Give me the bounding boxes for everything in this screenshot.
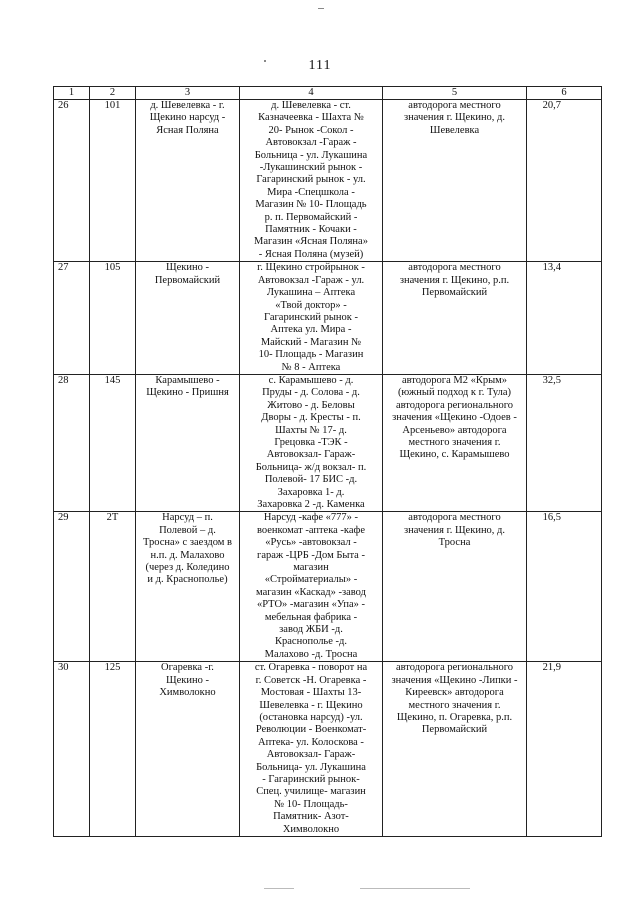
cell-route-name (136, 262, 240, 375)
cell-route-stops-line: Памятник- Азот- (273, 811, 349, 823)
cell-route-name-line: Карамышево - (155, 374, 220, 386)
cell-route-stops-line: Шевелевка - г. Щекино (259, 699, 363, 711)
cell-route-stops (240, 374, 383, 511)
cell-route-stops-line: 20- Рынок -Сокол - (268, 124, 354, 136)
cell-route-stops-line: Аптека- ул. Колоскова - (258, 736, 364, 748)
cell-route-stops-line: с. Карамышево - д. (268, 374, 354, 386)
cell-route-stops-line: Захаровка 2 -д. Каменка (257, 499, 365, 510)
scan-mark (360, 888, 470, 889)
header-col-3: 3 (136, 87, 240, 100)
cell-road (383, 262, 527, 375)
cell-road-line: местного значения г. (408, 436, 501, 448)
cell-route-stops-line: военкомат -аптека -кафе (256, 524, 365, 536)
cell-road-line: Первомайский (421, 287, 488, 299)
cell-route-stops-line: Революции - Военкомат- (255, 724, 367, 736)
cell-road-line: Киреевск» автодорога (405, 687, 504, 699)
cell-route-stops-line: Житово - д. Беловы (267, 399, 355, 411)
cell-route-stops (240, 100, 383, 262)
cell-route-stops-line: Спец. училище- магазин (256, 786, 366, 798)
cell-route-stops-line: - Ясная Поляна (музей) (258, 248, 364, 260)
header-col-2: 2 (90, 87, 136, 100)
cell-route-stops-line: 10- Площадь - Магазин (258, 349, 364, 361)
cell-route-stops-line: «Стройматериалы» - (264, 574, 358, 586)
cell-route-stops (240, 262, 383, 375)
cell-road-line: Арсеньево» автодорога (402, 424, 507, 436)
cell-route-stops-line: № 10- Площадь- (274, 798, 348, 810)
cell-road-line: автодорога местного (408, 512, 501, 524)
cell-length: 13,4 (527, 262, 602, 375)
cell-road-line: автодорога местного (408, 262, 501, 274)
cell-road-line: значения г. Щекино, д. (403, 524, 506, 536)
cell-route-stops (240, 512, 383, 662)
cell-road-line: Щекино, с. Карамышево (399, 449, 510, 461)
cell-route-stops-line: ст. Огаревка - поворот на (254, 662, 368, 674)
cell-number: 28 (54, 374, 90, 511)
cell-route-name-line: н.п. д. Малахово (150, 549, 225, 561)
cell-route-stops-line: «Русь» -автовокзал - (265, 537, 357, 549)
cell-road-line: автодорога регионального (395, 399, 514, 411)
cell-road-line: Шевелевка (429, 124, 480, 136)
cell-route-name-line: Химволокно (159, 687, 216, 699)
cell-road (383, 512, 527, 662)
page-number: 111 (308, 58, 332, 73)
cell-road-line: значения «Щекино -Одоев - (392, 412, 517, 424)
cell-route-stops-line: Больница- ж/д вокзал- п. (255, 461, 367, 473)
cell-route-stops-line: мебельная фабрика - (264, 611, 358, 623)
cell-route-stops-line: магазин «Каскад» -завод (256, 586, 366, 598)
header-row (54, 87, 602, 100)
cell-route-name-line: Щекино - (166, 262, 209, 274)
cell-route-name-line: Первомайский (154, 274, 221, 286)
table-row (54, 512, 602, 662)
cell-route-name (136, 374, 240, 511)
cell-route-stops-line: Автовокзал -Гараж - ул. (257, 274, 365, 286)
cell-route-stops-line: Автовокзал -Гараж - (265, 137, 357, 149)
cell-route-name-line: Полевой – д. (159, 524, 216, 536)
cell-road-line: значения г. Щекино, р.п. (399, 274, 510, 286)
cell-route-stops-line: г. Советск -Н. Огаревка - (255, 674, 367, 686)
cell-route-stops-line: завод ЖБИ -д. (279, 624, 343, 636)
header-col-1: 1 (54, 87, 90, 100)
cell-route-stops-line: Казначеевка - Шахта № (258, 112, 364, 124)
cell-road-line: автодорога М2 «Крым» (401, 374, 508, 386)
table-row (54, 662, 602, 837)
cell-route-number: 2Т (90, 512, 136, 662)
cell-road-line: автодорога местного (408, 100, 501, 111)
cell-route-stops-line: р. п. Первомайский - (264, 211, 358, 223)
cell-route-stops-line: Гагаринский рынок - ул. (256, 174, 366, 186)
table-body (54, 100, 602, 837)
cell-route-name-line: и д. Краснополье) (147, 574, 228, 586)
header-col-6: 6 (527, 87, 602, 100)
cell-number: 27 (54, 262, 90, 375)
cell-route-stops-line: Мостовая - Шахты 13- (260, 687, 362, 699)
cell-road-line: значения «Щекино -Липки - (391, 674, 518, 686)
cell-number: 29 (54, 512, 90, 662)
cell-route-name (136, 512, 240, 662)
cell-road (383, 662, 527, 837)
cell-route-stops-line: № 8 - Аптека (281, 361, 341, 373)
cell-road-line: местного значения г. (408, 699, 501, 711)
scan-mark (264, 888, 294, 889)
table-row (54, 374, 602, 511)
cell-route-stops-line: Аптека ул. Мира - (270, 324, 352, 336)
cell-route-name-line: Нарсуд – п. (162, 512, 213, 524)
cell-route-number: 125 (90, 662, 136, 837)
cell-route-stops-line: Грецовка -ТЭК - (274, 436, 348, 448)
cell-number: 26 (54, 100, 90, 262)
cell-route-stops-line: Майский - Магазин № (260, 336, 362, 348)
cell-route-stops-line: Малахово -д. Тросна (264, 648, 358, 660)
cell-route-number: 101 (90, 100, 136, 262)
cell-road-line: Первомайский (421, 724, 488, 736)
cell-route-stops-line: магазин (293, 562, 329, 574)
cell-road (383, 100, 527, 262)
cell-route-name (136, 100, 240, 262)
cell-number: 30 (54, 662, 90, 837)
cell-route-stops-line: -Лукашинский рынок - (259, 162, 363, 174)
cell-route-stops-line: гараж -ЦРБ -Дом Быта - (257, 549, 365, 561)
header-col-4: 4 (240, 87, 383, 100)
cell-route-name-line: Щекино нарсуд - (149, 112, 226, 124)
cell-route-stops-line: - Гагаринский рынок- (262, 773, 360, 785)
table-row (54, 100, 602, 262)
cell-route-stops-line: Больница - ул. Лукашина (254, 149, 368, 161)
cell-route-stops-line: Шахты № 17- д. (275, 424, 347, 436)
cell-route-stops-line: «Твой доктор» - (275, 299, 347, 311)
cell-route-name-line: Ясная Поляна (156, 124, 219, 136)
cell-route-name-line: (через д. Коледино (145, 562, 230, 574)
cell-route-stops-line: Дворы - д. Кресты - п. (261, 412, 361, 424)
scan-mark (264, 60, 266, 62)
cell-route-stops-line: г. Щекино стройрынок - (257, 262, 365, 274)
cell-route-number: 145 (90, 374, 136, 511)
cell-road-line: Тросна (438, 537, 471, 549)
cell-route-stops-line: Автовокзал- Гараж- (266, 749, 356, 761)
cell-route-name-line: Тросна» с заездом в (142, 537, 233, 549)
cell-route-name-line: д. Шевелевка - г. (150, 100, 225, 111)
table-row (54, 262, 602, 375)
cell-length: 32,5 (527, 374, 602, 511)
cell-route-stops-line: Автовокзал- Гараж- (266, 449, 356, 461)
header-col-5: 5 (383, 87, 527, 100)
cell-length: 21,9 (527, 662, 602, 837)
cell-route-stops-line: Гагаринский рынок - (264, 311, 358, 323)
cell-route-stops-line: Памятник - Кочаки - (265, 224, 357, 236)
cell-route-number: 105 (90, 262, 136, 375)
cell-route-name-line: Щекино - (166, 674, 209, 686)
cell-route-stops-line: Магазин «Ясная Поляна» (254, 236, 368, 248)
cell-route-stops-line: Захаровка 1- д. (277, 486, 345, 498)
cell-route-stops-line: «РТО» -магазин «Упа» - (256, 599, 366, 611)
cell-road-line: значения г. Щекино, д. (403, 112, 506, 124)
cell-route-stops-line: д. Шевелевка - ст. (271, 100, 351, 111)
cell-length: 20,7 (527, 100, 602, 262)
cell-route-stops (240, 662, 383, 837)
cell-route-stops-line: Химволокно (282, 823, 340, 835)
cell-route-stops-line: Лукашина – Аптека (266, 287, 356, 299)
cell-road-line: Щекино, п. Огаревка, р.п. (396, 711, 513, 723)
cell-road (383, 374, 527, 511)
cell-route-stops-line: (остановка нарсуд) -ул. (259, 711, 363, 723)
cell-route-stops-line: Краснополье -д. (275, 636, 347, 648)
cell-road-line: (южный подход к г. Тула) (397, 387, 512, 399)
cell-route-stops-line: Мира -Спецшкола - (267, 186, 355, 198)
cell-road-line: автодорога регионального (395, 662, 514, 674)
cell-route-stops-line: Пруды - д. Солова - д. (262, 387, 360, 399)
cell-route-stops-line: Нарсуд -кафе «777» - (263, 512, 359, 524)
cell-length: 16,5 (527, 512, 602, 662)
cell-route-stops-line: Магазин № 10- Площадь (255, 199, 367, 211)
cell-route-name-line: Щекино - Пришня (146, 387, 229, 399)
cell-route-name (136, 662, 240, 837)
cell-route-stops-line: Полевой- 17 БИС -д. (264, 474, 358, 486)
scan-mark (318, 8, 324, 9)
routes-table (53, 86, 602, 837)
cell-route-stops-line: Больница- ул. Лукашина (256, 761, 366, 773)
cell-route-name-line: Огаревка -г. (161, 662, 214, 674)
